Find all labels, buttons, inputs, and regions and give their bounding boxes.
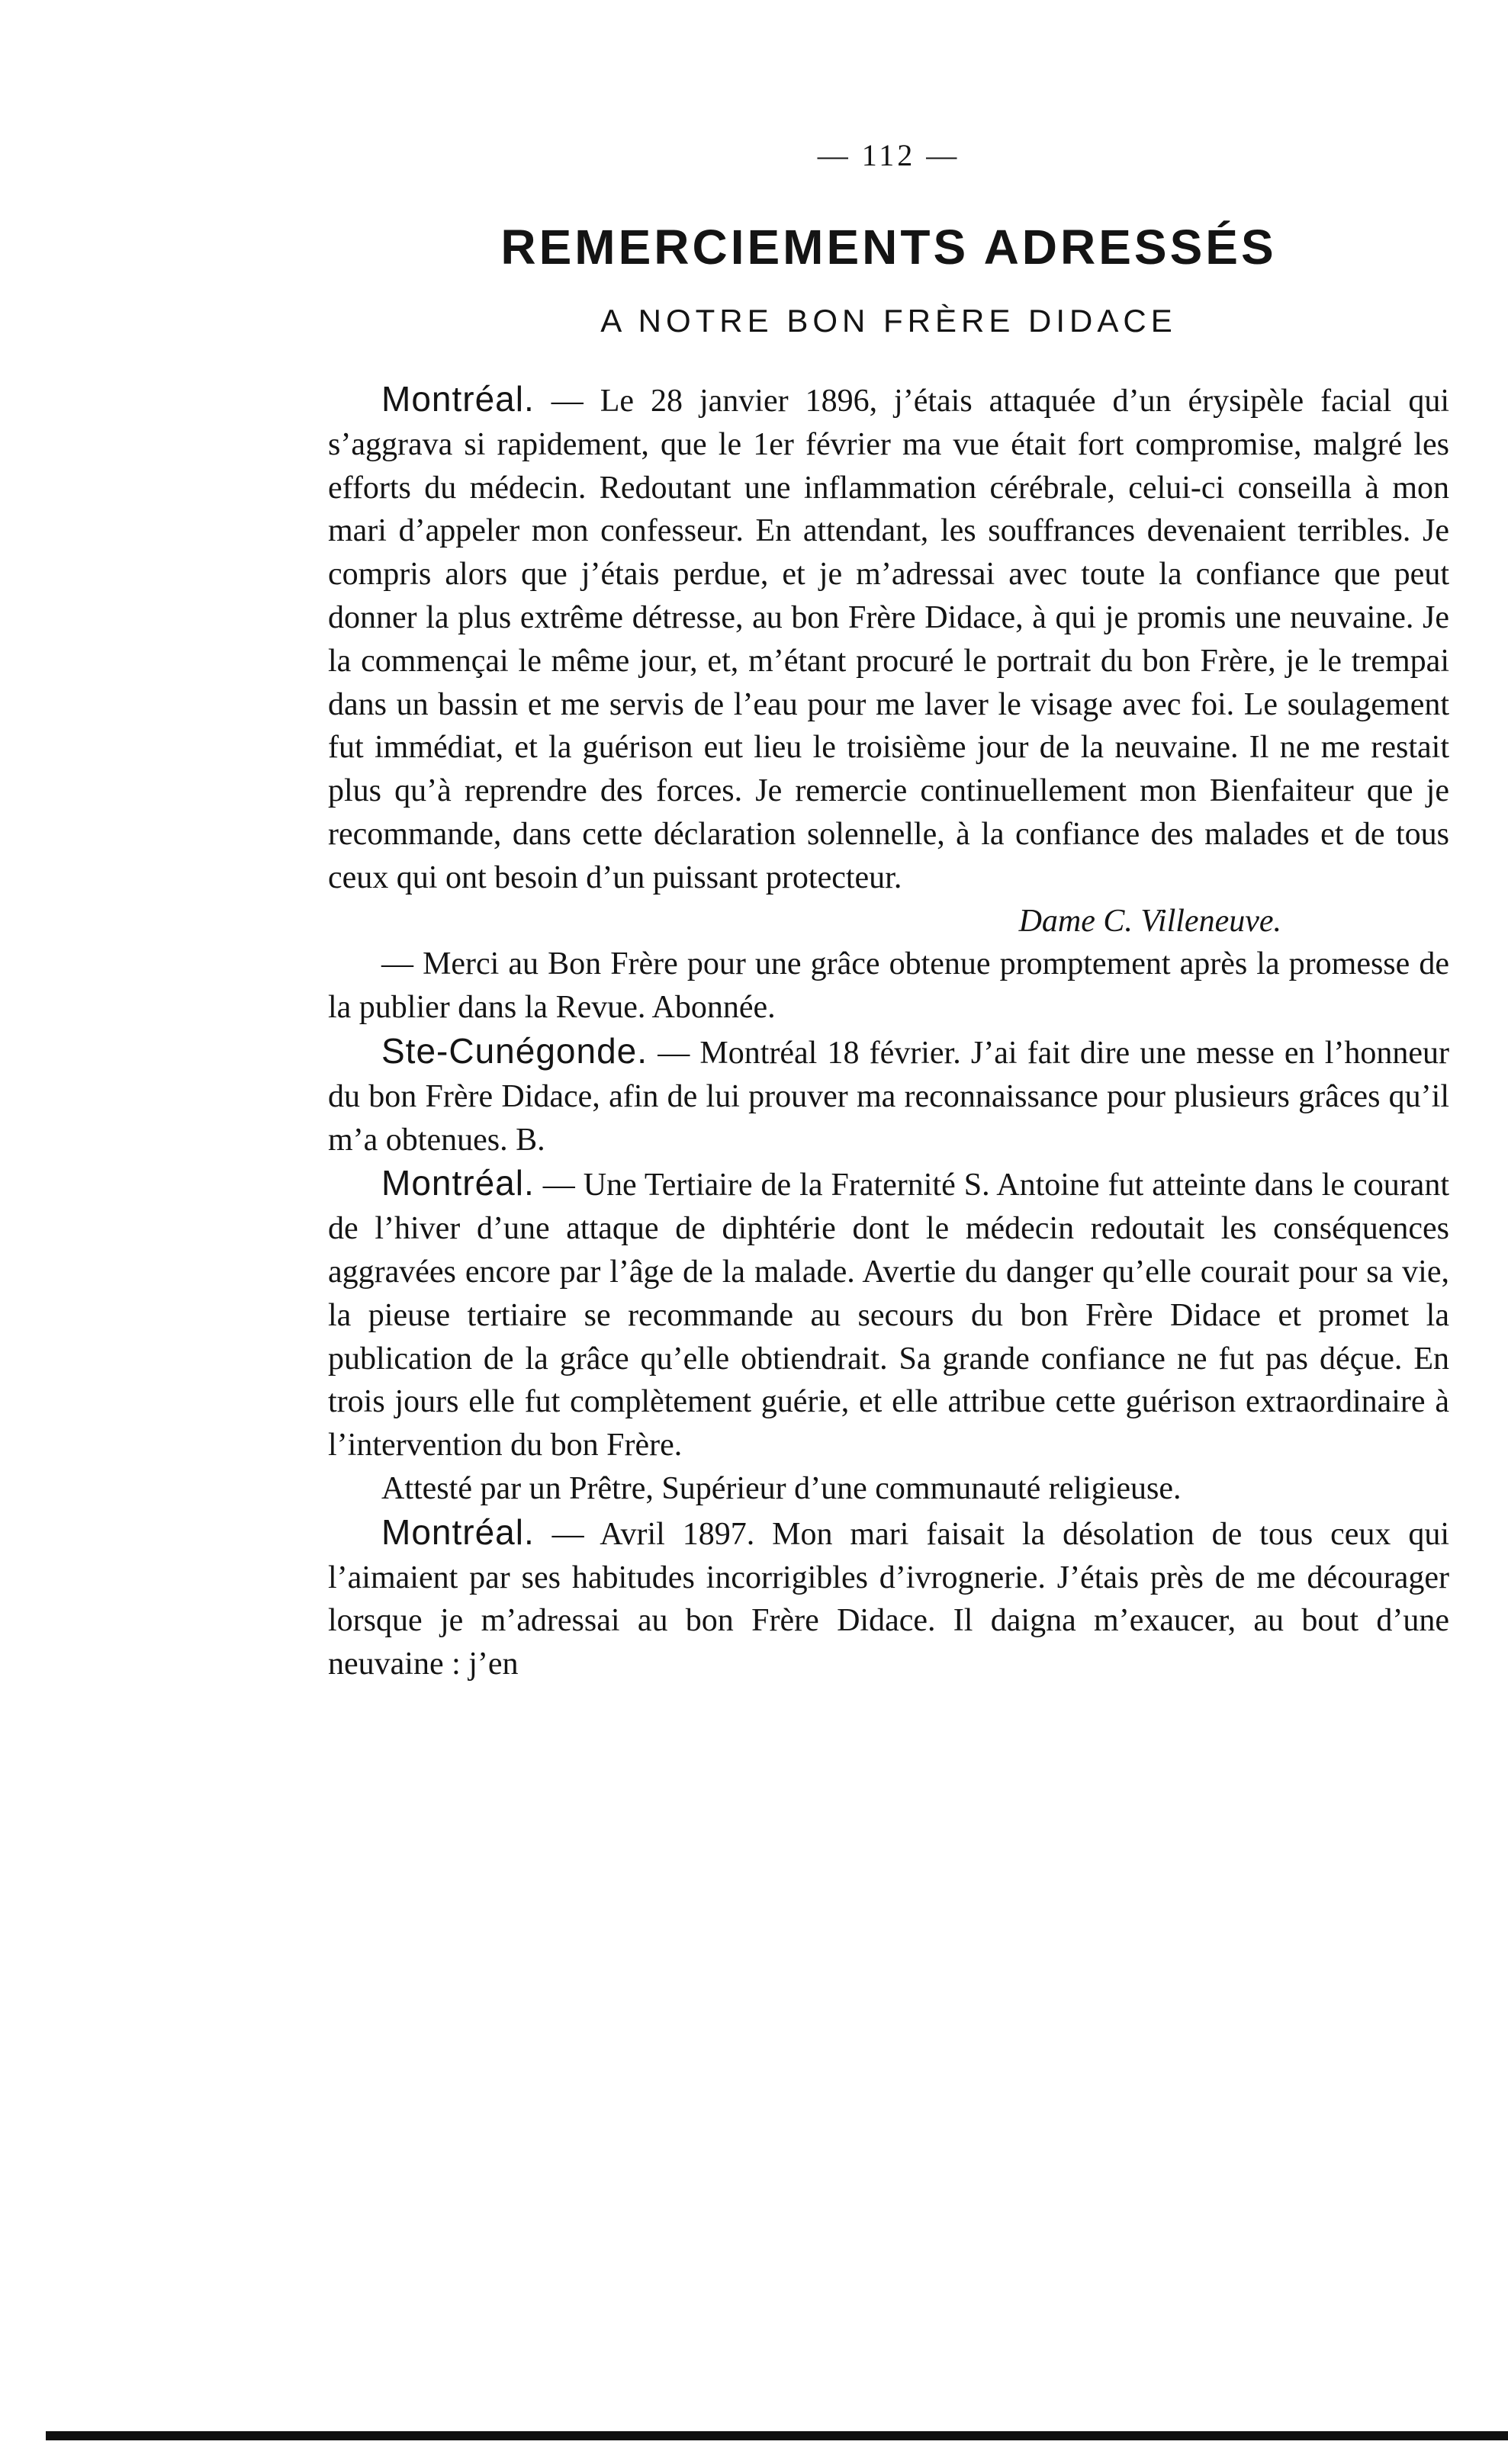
- signature-text: Dame C. Villeneuve.: [1018, 903, 1281, 939]
- entry-merci: [328, 943, 1449, 1030]
- entry-text: — Le 28 janvier 1896, j’étais attaquée d’un érysipèle facial qui s’aggrava si rapidement, que le 1er février ma vue était fort compromise, malgré les efforts du médecin. Redoutant une inflammation cérébrale, celui-ci conseilla à mon mari d’appeler mon confesseur. En attendant, les souffrances devenaient terribles. Je compris alors que j’étais perdue, et je m’adressai avec toute la confiance que peut donner la plus extrême détresse, au bon Frère Didace, à qui je promis une neuvaine. Je la commençai le même jour, et, m’étant procuré le portrait du bon Frère, je le trempai dans un bassin et me servis de l’eau pour me laver le visage avec foi. Le soulagement fut immédiat, et la guérison eut lieu le troisième jour de la neuvaine. Il ne me restait plus qu’à reprendre des forces. Je remercie continuellement mon Bienfaiteur que je recommande, dans cette déclaration solennelle, à la confiance des malades et de tous ceux qui ont besoin d’un puissant protecteur.: [328, 384, 1449, 895]
- entry-text: Attesté par un Prêtre, Supérieur d’une communauté religieuse.: [381, 1470, 1182, 1506]
- entry-montreal-2: [328, 1161, 1449, 1467]
- entry-signature: [328, 900, 1449, 943]
- page-content: [328, 137, 1449, 1686]
- entry-place: Montréal.: [381, 1511, 535, 1552]
- entry-place: Ste-Cunégonde.: [381, 1030, 648, 1071]
- page-number: — 112 —: [817, 138, 960, 172]
- bottom-rule: [46, 2431, 1508, 2440]
- entry-text: — Montréal 18 février. J’ai fait dire une messe en l’honneur du bon Frère Didace, afin de lui prouver ma reconnaissance pour plusieurs grâces qu’il m’a obtenues. B.: [328, 1035, 1449, 1158]
- page-subtitle: A NOTRE BON FRÈRE DIDACE: [600, 303, 1177, 339]
- entry-montreal-1: [328, 377, 1449, 900]
- entry-text: — Une Tertiaire de la Fraternité S. Antoine fut atteinte dans le courant de l’hiver d’une attaque de diphtérie dont le médecin redoutait les conséquences aggravées encore par l’âge de la malade. Avertie du danger qu’elle courait pour sa vie, la pieuse tertiaire se recommande au secours du bon Frère Didace et promet la publication de la grâce qu’elle obtiendrait. Sa grande confiance ne fut pas déçue. En trois jours elle fut complètement guérie, et elle attribue cette guérison extraordinaire à l’intervention du bon Frère.: [328, 1168, 1449, 1463]
- entry-text: — Avril 1897. Mon mari faisait la désolation de tous ceux qui l’aimaient par ses habitudes incorrigibles d’ivrognerie. J’étais près de me décourager lorsque je m’adressai au bon Frère Didace. Il daigna m’exaucer, au bout d’une neuvaine : j’en: [328, 1516, 1449, 1682]
- entry-attestation: [328, 1467, 1449, 1511]
- entry-ste-cunegonde: [328, 1030, 1449, 1161]
- page-title: REMERCIEMENTS ADRESSÉS: [500, 220, 1277, 275]
- entry-montreal-3: [328, 1511, 1449, 1686]
- entry-text: — Merci au Bon Frère pour une grâce obtenue promptement après la promesse de la publier dans la Revue. Abonnée.: [328, 946, 1449, 1026]
- entry-place: Montréal.: [381, 379, 535, 419]
- entry-place: Montréal.: [381, 1163, 535, 1203]
